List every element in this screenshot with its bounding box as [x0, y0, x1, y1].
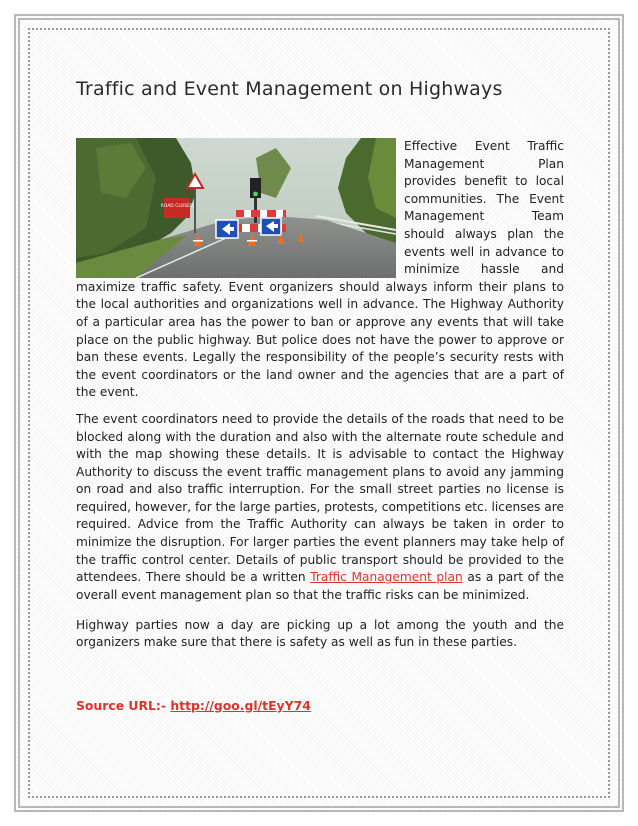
source-label: Source URL:-: [76, 697, 167, 713]
document-content: [76, 72, 564, 713]
road-closure-photo: [76, 138, 396, 278]
document-title: Traffic and Event Management on Highways: [76, 78, 503, 100]
source-line: [76, 698, 564, 713]
source-url-link[interactable]: http://goo.gl/tEyY74: [170, 697, 311, 713]
paragraph-2-text-before-link: The event coordinators need to provide the details of the roads that need to be blocked along with the duration and also with the alternate route schedule and with the map showing these details. It is advisable to contact the Highway Authority to discuss the event traffic management plans to avoid any jamming on road and also traffic interruption. For the small street parties no license is required, however, for the large parties, protests, competitions etc. licenses are required. Advice from the Traffic Authority can always be taken in order to minimize the disruption. For larger parties the event planners may take help of the traffic control center. Details of public transport should be provided to the attendees. There should be a written: [76, 411, 564, 585]
paragraph-1: Effective Event Traffic Management Plan provides benefit to local communities. The Event Management Team should always plan the events well in advance to minimize hassle and maximize traffic safety. Event organizers should always inform their plans to the local authorities and organizations well in advance. The Highway Authority of a particular area has the power to ban or approve any events that will take place on the public highway. But police does not have the power to approve or ban these events. Legally the responsibility of the people’s security rests with the event coordinators or the land owner and the agencies that are a part of the event.: [76, 139, 564, 400]
paragraph-2: [76, 411, 564, 605]
traffic-management-plan-link[interactable]: Traffic Management plan: [310, 570, 463, 585]
road-closed-sign-text: ROAD CLOSED: [160, 204, 194, 209]
road-closure-illustration: [76, 138, 396, 278]
paragraph-2-text-after-link: as a part of the overall event management plan so that the traffic risks can be minimized.: [76, 570, 565, 602]
paragraph-3: Highway parties now a day are picking up a lot among the youth and the organizers make sure that there is safety as well as fun in these parties.: [76, 617, 564, 650]
